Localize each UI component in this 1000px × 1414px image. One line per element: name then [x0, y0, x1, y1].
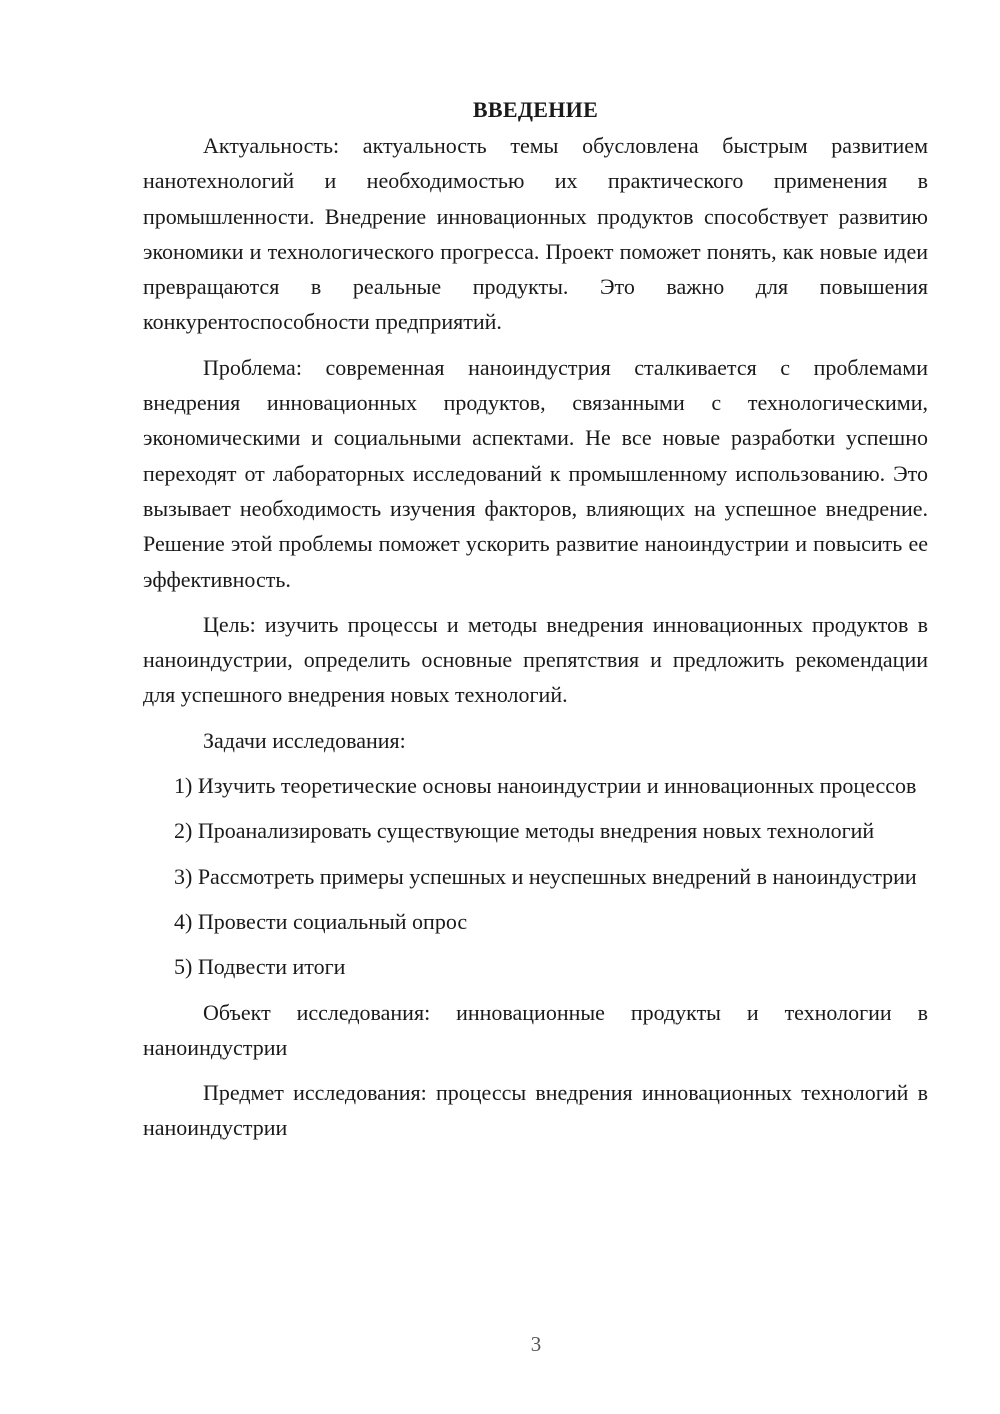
document-page: [143, 92, 928, 1146]
task-item-4: 4) Провести социальный опрос: [174, 908, 468, 934]
paragraph-goal: Цель: изучить процессы и методы внедрения инновационных продуктов в наноиндустрии, определить основные препятствия и предложить рекомендации для успешного внедрения новых технологий.: [143, 611, 928, 708]
paragraph-object: Объект исследования: инновационные продукты и технологии в наноиндустрии: [143, 999, 928, 1060]
paragraph-actuality: Актуальность: актуальность темы обусловлена быстрым развитием нанотехнологий и необходимостью их практического применения в промышленности. Внедрение инновационных продуктов способствует развитию экономики и технологического прогресса. Проект поможет понять, как новые идеи превращаются в реальные продукты. Это важно для повышения конкурентоспособности предприятий.: [143, 133, 928, 335]
tasks-heading: Задачи исследования:: [203, 727, 406, 753]
task-item-1: 1) Изучить теоретические основы наноиндустрии и инновационных процессов: [174, 773, 917, 799]
paragraph-subject: Предмет исследования: процессы внедрения инновационных технологий в наноиндустрии: [143, 1080, 928, 1141]
section-title: ВВЕДЕНИЕ: [472, 97, 599, 122]
task-item-3: 3) Рассмотреть примеры успешных и неуспешных внедрений в наноиндустрии: [174, 863, 917, 889]
paragraph-problem: Проблема: современная наноиндустрия сталкивается с проблемами внедрения инновационных продуктов, связанными с технологическими, экономическими и социальными аспектами. Не все новые разработки успешно переходят от лабораторных исследований к промышленному использованию. Это вызывает необходимость изучения факторов, влияющих на успешное внедрение. Решение этой проблемы поможет ускорить развитие наноиндустрии и повысить ее эффективность.: [143, 354, 928, 592]
task-item-5: 5) Подвести итоги: [174, 954, 346, 980]
page-number: 3: [530, 1332, 542, 1356]
task-item-2: 2) Проанализировать существующие методы внедрения новых технологий: [174, 818, 875, 844]
